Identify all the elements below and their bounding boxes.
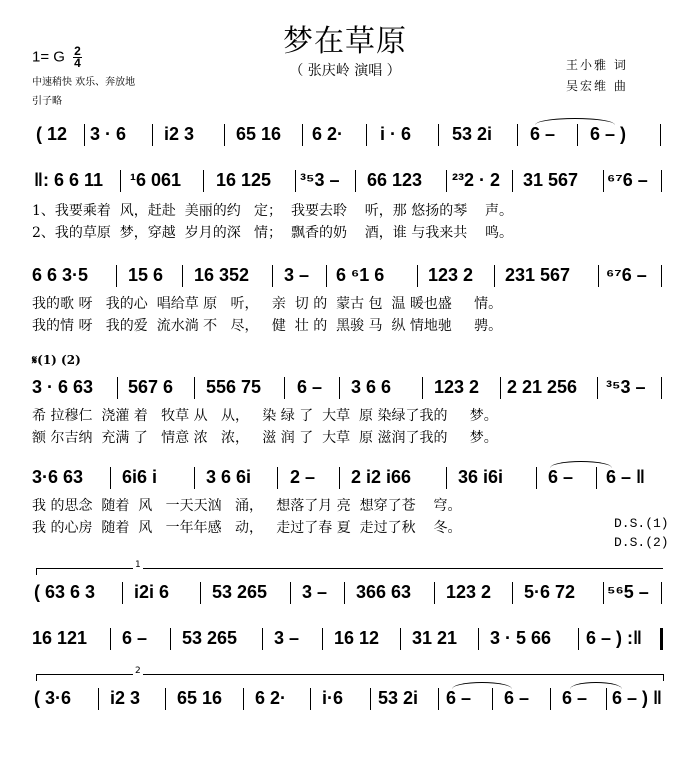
barline — [438, 688, 439, 710]
measure: ⁵⁶5 – — [607, 582, 649, 602]
measure: 2 i2 i66 — [351, 467, 412, 487]
barline — [302, 124, 303, 146]
measure: 366 63 — [356, 582, 412, 602]
barline — [339, 377, 340, 399]
key-label: 1= G — [32, 48, 65, 66]
measure: 6 – ) :‖ — [586, 628, 642, 648]
lyric-verse-1: 希 拉穆仁 浇灌 着 牧草 从 从， 染 绿 了 大草 原 染绿了我的 梦。 — [32, 408, 498, 424]
measure: ( 63 6 3 — [34, 582, 96, 602]
barline — [596, 467, 597, 489]
measure: i2 3 — [110, 688, 141, 708]
measure: 3·6 63 — [32, 467, 84, 487]
barline — [578, 628, 579, 650]
measure: 6 – ) ‖ — [612, 688, 662, 708]
lyric-verse-2: 额 尔吉纳 充满 了 情意 浓 浓， 滋 润 了 大草 原 滋润了我的 梦。 — [32, 430, 498, 446]
measure: 6 ⁶1 6 — [336, 265, 385, 285]
measure: 6 – — [548, 467, 574, 487]
measure: ¹6 061 — [130, 170, 182, 190]
barline — [512, 170, 513, 192]
barline — [194, 467, 195, 489]
barline — [344, 582, 345, 604]
barline — [284, 377, 285, 399]
measure: i2i 6 — [134, 582, 170, 602]
barline — [478, 628, 479, 650]
notes-line — [0, 576, 690, 616]
volta-label: 1 — [135, 560, 141, 570]
measure: ( 3·6 — [34, 688, 72, 708]
measure: 556 75 — [206, 377, 262, 397]
measure: ‖: 6 6 11 — [34, 170, 104, 190]
repeat-end-barline — [660, 628, 663, 650]
barline — [492, 688, 493, 710]
measure: 123 2 — [446, 582, 492, 602]
measure: 6 – — [446, 688, 472, 708]
measure: i · 6 — [380, 124, 412, 144]
time-sig-bottom: 4 — [74, 56, 81, 70]
measure: 53 265 — [212, 582, 268, 602]
notes-line — [0, 164, 690, 204]
lyric-verse-2: 2、我的草原 梦，穿越 岁月的深 情； 飘香的奶 酒，谁 与我来共 鸣。 — [32, 225, 514, 241]
measure: ⁶⁷6 – — [606, 265, 647, 285]
time-sig-top: 2 — [74, 44, 81, 58]
barline — [355, 170, 356, 192]
measure: 5·6 72 — [524, 582, 576, 602]
barline — [290, 582, 291, 604]
measure: 16 352 — [194, 265, 250, 285]
barline — [500, 377, 501, 399]
volta-label: 2 — [135, 666, 141, 676]
barline — [494, 265, 495, 287]
measure: 6 2· — [255, 688, 287, 708]
barline — [203, 170, 204, 192]
measure: 31 21 — [412, 628, 458, 648]
barline — [536, 467, 537, 489]
lyric-verse-2: 我 的心房 随着 风 一年年感 动， 走过了春 夏 走过了秋 冬。 — [32, 520, 462, 536]
measure: ²³2 · 2 — [452, 170, 501, 190]
barline — [165, 688, 166, 710]
measure: i·6 — [322, 688, 344, 708]
barline — [661, 582, 662, 604]
staff-row-2 — [0, 164, 690, 241]
measure: 567 6 — [128, 377, 174, 397]
barline — [446, 170, 447, 192]
lyric-verse-2: 我的情 呀 我的爱 流水淌 不 尽， 健 壮 的 黑骏 马 纵 情地驰 骋。 — [32, 318, 503, 334]
song-title: 梦在草原 — [283, 24, 407, 59]
measure: 53 2i — [452, 124, 493, 144]
volta-bracket-1 — [36, 560, 663, 575]
barline — [272, 265, 273, 287]
barline — [322, 628, 323, 650]
staff-row-8 — [0, 682, 690, 722]
barline — [116, 265, 117, 287]
barline — [84, 124, 85, 146]
ds-marking-2: D.S.(2) — [614, 535, 669, 550]
measure: 6 – — [562, 688, 588, 708]
staff-row-4 — [0, 371, 690, 446]
barline — [98, 688, 99, 710]
barline — [182, 265, 183, 287]
measure: 15 6 — [128, 265, 164, 285]
barline — [200, 582, 201, 604]
barline — [295, 170, 296, 192]
measure: ³⁵3 – — [300, 170, 340, 190]
measure: 6 – — [122, 628, 148, 648]
measure: 36 i6i — [458, 467, 504, 487]
measure: 6i6 i — [122, 467, 158, 487]
barline — [122, 582, 123, 604]
measure: 3 6 6i — [206, 467, 252, 487]
barline — [422, 377, 423, 399]
notes-line — [0, 118, 690, 158]
measure: ( 12 — [36, 124, 68, 144]
measure: 6 6 3·5 — [32, 265, 89, 285]
measure: 16 125 — [216, 170, 272, 190]
barline — [434, 582, 435, 604]
measure: 53 265 — [182, 628, 238, 648]
barline — [326, 265, 327, 287]
staff-row-7 — [0, 622, 690, 662]
barline — [446, 467, 447, 489]
barline — [224, 124, 225, 146]
barline — [661, 377, 662, 399]
lyric-verse-1: 我的歌 呀 我的心 唱给草 原 听， 亲 切 的 蒙古 包 温 暖也盛 情。 — [32, 296, 503, 312]
barline — [110, 628, 111, 650]
staff-row-1 — [0, 118, 690, 158]
barline — [660, 124, 661, 146]
barline — [152, 124, 153, 146]
lyric-verse-1: 1、我要乘着 风，赶赴 美丽的约 定； 我要去聆 听，那 悠扬的琴 声。 — [32, 203, 514, 219]
segno-marking: 𝄋(1) (2) — [32, 353, 81, 367]
measure: 2 21 256 — [507, 377, 578, 397]
measure: 31 567 — [523, 170, 579, 190]
measure: 3 – — [284, 265, 310, 285]
staff-row-5 — [0, 461, 690, 550]
measure: 6 2· — [312, 124, 344, 144]
barline — [598, 265, 599, 287]
barline — [438, 124, 439, 146]
barline — [277, 467, 278, 489]
barline — [339, 467, 340, 489]
ds-marking-1: D.S.(1) — [614, 516, 669, 531]
barline — [606, 688, 607, 710]
barline — [110, 467, 111, 489]
barline — [370, 688, 371, 710]
measure: 123 2 — [434, 377, 480, 397]
staff-row-3 — [0, 259, 690, 334]
measure: ⁶⁷6 – — [607, 170, 648, 190]
barline — [243, 688, 244, 710]
measure: 6 – ) — [590, 124, 627, 144]
barline — [603, 170, 604, 192]
measure: 123 2 — [428, 265, 474, 285]
intro-note: 引子略 — [32, 96, 62, 107]
barline — [577, 124, 578, 146]
barline — [310, 688, 311, 710]
barline — [400, 628, 401, 650]
barline — [194, 377, 195, 399]
lyricist-credit: 王小雅 词 — [566, 58, 628, 72]
composer-credit: 吴宏维 曲 — [566, 79, 628, 93]
measure: ³⁵3 – — [606, 377, 646, 397]
staff-row-6 — [0, 576, 690, 616]
barline — [120, 170, 121, 192]
volta-bracket-2 — [36, 666, 664, 681]
notes-line — [0, 682, 690, 722]
barline — [661, 265, 662, 287]
measure: 3 – — [302, 582, 328, 602]
measure: 3 – — [274, 628, 300, 648]
lyric-verse-1: 我 的思念 随着 风 一天天汹 涌， 想落了月 亮 想穿了苍 穹。 — [32, 498, 462, 514]
measure: 6 – — [504, 688, 530, 708]
barline — [597, 377, 598, 399]
barline — [661, 170, 662, 192]
barline — [550, 688, 551, 710]
measure: 6 – — [297, 377, 323, 397]
barline — [417, 265, 418, 287]
barline — [117, 377, 118, 399]
measure: 231 567 — [505, 265, 571, 285]
measure: 65 16 — [236, 124, 282, 144]
measure: 3 · 6 63 — [32, 377, 94, 397]
singer-credit: （ 张庆岭 演唱 ） — [289, 63, 401, 79]
tempo-marking: 中速稍快 欢乐、奔放地 — [32, 77, 136, 88]
measure: 53 2i — [378, 688, 419, 708]
measure: 3 · 5 66 — [490, 628, 552, 648]
measure: 66 123 — [367, 170, 423, 190]
measure: i2 3 — [164, 124, 195, 144]
barline — [517, 124, 518, 146]
barline — [170, 628, 171, 650]
barline — [262, 628, 263, 650]
measure: 6 – ‖ — [606, 467, 645, 487]
barline — [603, 582, 604, 604]
measure: 3 6 6 — [351, 377, 392, 397]
measure: 6 – — [530, 124, 556, 144]
time-signature — [73, 46, 82, 69]
key-signature — [32, 46, 82, 69]
barline — [366, 124, 367, 146]
barline — [512, 582, 513, 604]
measure: 2 – — [290, 467, 316, 487]
measure: 3 · 6 — [90, 124, 127, 144]
measure: 16 121 — [32, 628, 88, 648]
measure: 65 16 — [177, 688, 223, 708]
notes-line — [0, 622, 690, 662]
measure: 16 12 — [334, 628, 380, 648]
